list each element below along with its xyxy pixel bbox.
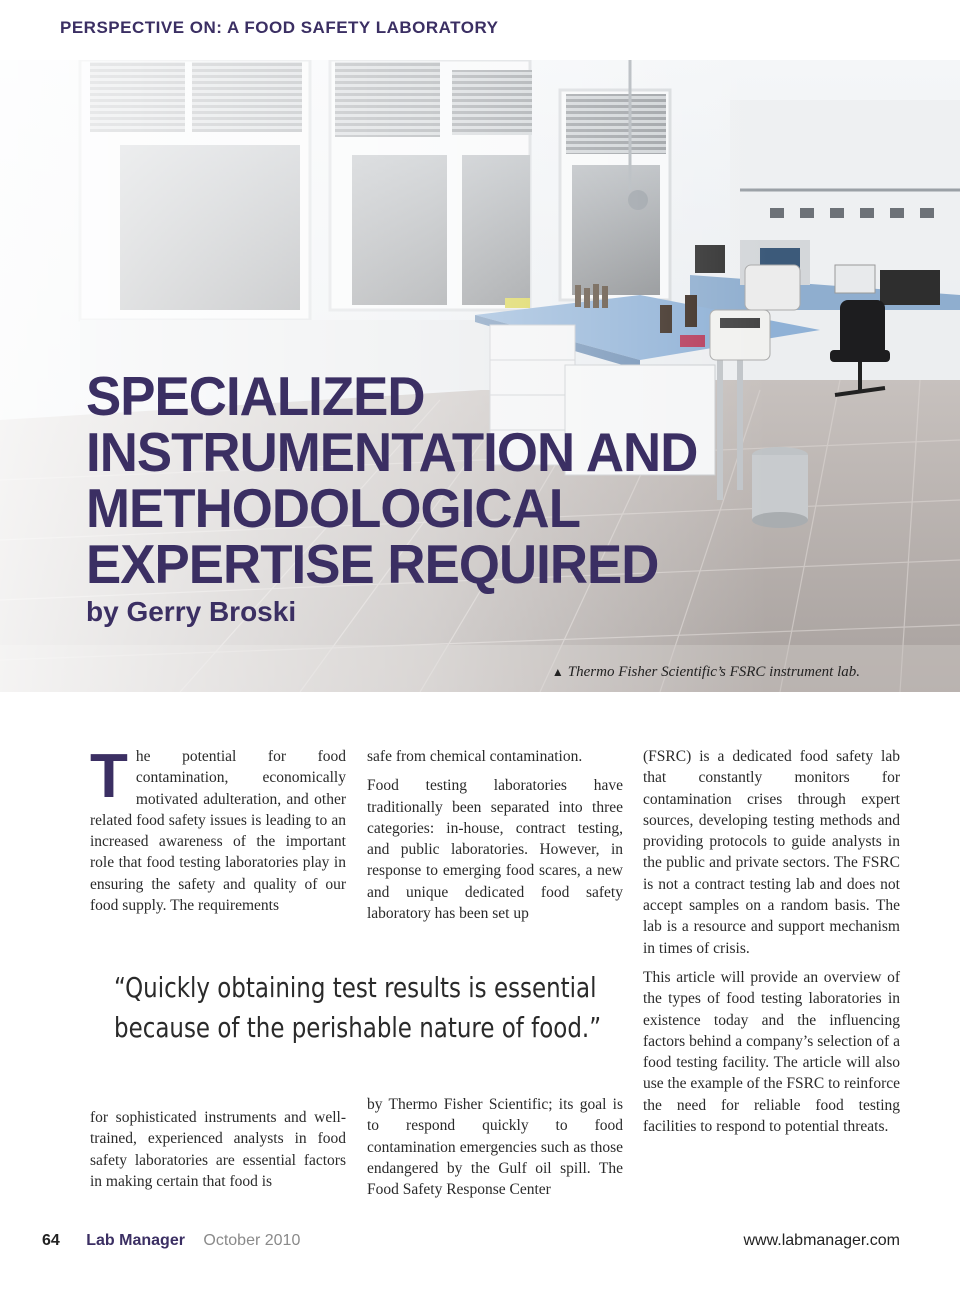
col2-paragraph-1: safe from chemical contamination. (367, 748, 583, 765)
col3-paragraph-1: (FSRC) is a dedicated food safety lab that constantly monitors for contamination crises through expert sources, developing testing methods and providing protocols to guide analysts in the public and private sectors. The FSRC is not a contract testing lab and does not accept samples on a random basis. The lab is a resource and support mechanism in times of crisis. (643, 748, 900, 957)
column-1-bottom (90, 1107, 346, 1200)
column-2-bottom (367, 1094, 623, 1208)
headline-line-2: INSTRUMENTATION AND (86, 421, 698, 483)
column-2-top (367, 746, 623, 932)
column-1-top (90, 742, 346, 924)
photo-caption-text: Thermo Fisher Scientific’s FSRC instrument lab. (567, 664, 860, 680)
col3-paragraph-2: This article will provide an overview of the types of food testing laboratories in existence today and the influencing factors behind a company’s selection of a food testing facility. The article will also use the example of the FSRC to reinforce the need for reliable food testing facilities to respond to potential threats. (643, 968, 900, 1136)
article-headline (86, 365, 698, 595)
headline-line-1: SPECIALIZED (86, 365, 425, 427)
pull-quote (114, 968, 602, 1048)
pull-quote-line-1: “Quickly obtaining test results is essential (114, 971, 597, 1004)
caption-marker-icon: ▲ (551, 665, 564, 679)
drop-cap: T (90, 742, 128, 811)
page-number: 64 (42, 1232, 60, 1249)
col1-paragraph-2: for sophisticated instruments and well-trained, experienced analysts in food safety laboratories are essential factors in making certain that food is (90, 1109, 346, 1190)
col2-paragraph-2: Food testing laboratories have traditionally been separated into three categories: in-house, contract testing, and public laboratories. However, in response to emerging food scares, a new and unique dedicated food safety laboratory has been set up (367, 777, 623, 923)
section-header: PERSPECTIVE ON: A FOOD SAFETY LABORATORY (60, 18, 499, 37)
pull-quote-line-2: because of the perishable nature of food.” (114, 1011, 602, 1044)
col1-paragraph-1: he potential for food contamination, economically motivated adulteration, and other related food safety issues is leading to an increased awareness of the important role that food testing laboratories play in ensuring the safety and quality of our food supply. The requirements (90, 748, 346, 915)
issue-date: October 2010 (203, 1232, 301, 1249)
headline-line-4: EXPERTISE REQUIRED (86, 533, 659, 595)
column-3 (643, 746, 900, 1145)
page-footer (42, 1232, 900, 1256)
website-url: www.labmanager.com (743, 1232, 900, 1249)
headline-line-3: METHODOLOGICAL (86, 477, 580, 539)
byline: by Gerry Broski (86, 596, 297, 627)
photo-caption (552, 664, 860, 681)
publication-name: Lab Manager (86, 1232, 185, 1249)
col2-paragraph-3: by Thermo Fisher Scientific; its goal is to respond quickly to food contamination emergencies such as those endangered by the Gulf oil spill. The Food Safety Response Center (367, 1096, 623, 1199)
